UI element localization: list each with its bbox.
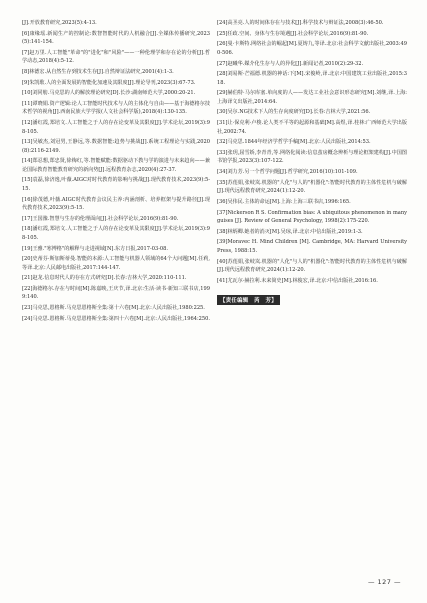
reference-entry: [35]苏莲娟,张岐岚.机器的"人化"与人的"机器化":智能时代教育的主体性危机与破解[J].现代远程教育研究,2024(1):12-20. [217, 179, 407, 195]
reference-entry: [31]让·保克利·卢梭.论人类不平等的起源和基础[M].高煜,译.桂林:广西师范大学出版社,2002:74. [217, 120, 407, 135]
reference-entry: [30]吴尔.NG技术下人的生存向度研究[D].长春:吉林大学,2021:56. [217, 109, 371, 116]
reference-entry: [39]Moravec H. Mind Children [M]. Cambridge, MA: Harvard University Press, 1988:15. [217, 239, 407, 254]
reference-entry: [41]尤瓦尔·赫拉利.未来简史[M].林俊宏,译.北京:中信出版社,2016:16. [217, 277, 378, 284]
reference-entry: [22]海德格尔.存在与时间[M].陈嘉映,王庆节,译.北京:生活·读书·新知三联书店,1999:140. [22, 286, 210, 301]
reference-entry: [10]刘同舫.马克思的人的解放理论研究[D].长沙:湖南师范大学,2000:20-21. [22, 90, 196, 97]
reference-entry: [23]马克思,恩格斯.马克思恩格斯全集:第十六卷[M].北京:人民出版社,1980:225. [22, 305, 205, 312]
reference-entry: [40]苏莲娟,张岐岚.机器的"人化"与人的"机器化":智能时代教育的主体性危机与破解[J].现代远程教育研究,2024(1):12-20. [217, 258, 407, 273]
reference-entry: [32]马克思.1844年经济学哲学手稿[M].北京:人民出版社,2014:53. [217, 139, 371, 146]
reference-entry: [14]郑忍想,郑忠贤,徐梅红,等.智能赋能:数据驱动下教与学的演进与未来趋向——兼论国际教育智能教育研究的新向势[J].远程教育杂志,2020(4):27-37. [22, 158, 210, 173]
reference-entry: [38]林炳卿.她者的消灭[M].吴琼,译.北京:中信出版社,2019:1-3. [217, 228, 363, 235]
reference-entry: [29]赫伯特·马尔库塞.单向度的人——发达工业社会意识形态研究[M].刘继,译.上海:上海译文出版社,2014:64. [217, 90, 407, 105]
reference-entry: [19]王雅."寒博格"的解释与走进视域[N].东方日报,2017-03-08. [22, 245, 169, 252]
reference-entry: [17]王国豫.智慧与生存的伦理面向[J].社会科学论坛,2016(9):81-90. [22, 215, 179, 222]
reference-entry: [33]张玥,屈雪娇,李青青,等.网络化阅读:信息茧房概念辨析与理论框架建构[J].中国图书馆学报,2023(3):107-122. [217, 149, 407, 165]
page-number: — 127 — [367, 578, 401, 586]
reference-entry: [8]林德宏.从自然生存到技术生存[J].自然辩证法研究,2001(4):1-3. [22, 68, 174, 75]
reference-entry: [6]康缘瑶.新闻生产的控制论:数智智能时代的人机融合[J].全媒体传播研究,2023(5):141-154. [22, 30, 210, 46]
reference-entry: [24]马克思.恩格斯.马克思恩格斯全集:第四十六卷[M].北京:人民出版社,1964:250. [22, 315, 211, 322]
reference-entry: [7]赵万里.人工智能"革命"的"进化"和"风险"——一种伦理学和存在论的分析[J].哲学动态,2018(4):5-12. [22, 49, 210, 65]
reference-entry: [28]刘易斯·芒福德.机器的神话:下[M].宋俊岭,译.北京:中国建筑工业出版社,2015:318. [217, 71, 407, 86]
reference-entry: [13]吴敏杰,刘冠男,王静远,等.数据智能:趋势与挑战[J].系统工程理论与实践,2020(8):2116-2149. [22, 139, 210, 154]
reference-entry: [12]潘红霞,郑培文.人工智能之于人的存在论变革及其限度[J].学术论坛,2019(3):98-105. [22, 120, 210, 135]
reference-entry: [15]袁磊,徐济逸,叶薇.AIGC对时代教育的影响与挑战[J].现代教育技术,2023(9):5-15. [22, 177, 210, 192]
reference-entry: [21]赵龙.信息时代人的存在方式研究[D].长春:吉林大学,2020:110-111. [22, 275, 187, 282]
responsible-editor-label: 【责任编辑 芮 芳】 [217, 295, 280, 305]
reference-entry: [26]曼·卡斯特.网络社会的崛起[M].夏铸九,等译.北京:社会科学文献出版社,2003:490-506. [217, 41, 407, 56]
reference-entry: [20]史蒂芬·斯加斯蒂曼.智能的本源:人工智能与机器人领域的64个大问题[M].任莉,等译.北京:人民邮电出版社,2017:144-147. [22, 256, 210, 271]
reference-entry: [25]任政.空间、身体与生存境遇[J].社会科学论坛,2016(9):81-90. [217, 30, 369, 37]
reference-entry: [J].开放教育研究,2023(5):4-13. [22, 20, 97, 26]
reference-entry: [37]Nickerson R S. Confirmation bias: A ubiquitous phenomenon in many guises [J]. Review of General Psychology, 1998(2):175-220. [217, 209, 407, 224]
reference-entry: [16]徐茂德,叶薇.AIGC时代教育会议民主养:内涵剖析、培养框架与提升路径[J].现代教育技术,2023(9):5-15. [22, 196, 210, 211]
left-reference-column [22, 19, 210, 326]
reference-entry: [36]吴伟民.主体的命运[M].上海:上海三联书店,1996:165. [217, 198, 351, 205]
right-reference-column [217, 19, 407, 306]
reference-entry: [27]赵曦华.媒介化生存与人的异化[J].新闻记者,2010(2):29-32. [217, 60, 364, 67]
reference-entry: [11]谭晓娟.资产逻辑:论人工智能时代技术与人的主体化与自由——基于海德格尔技术哲学的视角[J].西南民族大学学报(人文社会科学版),2018(4):130-135. [22, 101, 210, 116]
reference-entry: [18]潘红霞,郑培文.人工智能之于人的存在论变革及其限度[J].学术论坛,2019(3):98-105. [22, 226, 210, 241]
reference-entry: [9]朱凯歌.人的全面发展的智能化加速及其限度[J].理论导刊,2023(3):67-73. [22, 79, 196, 86]
reference-entry: [34]刘力芳.另一个哲学问题[J].哲学研究,2016(10):101-109. [217, 169, 358, 176]
reference-entry: [24]高圣亮.人的时间体存在与技术[J].科学技术与辩证法,2008(3):46-50. [217, 20, 384, 26]
